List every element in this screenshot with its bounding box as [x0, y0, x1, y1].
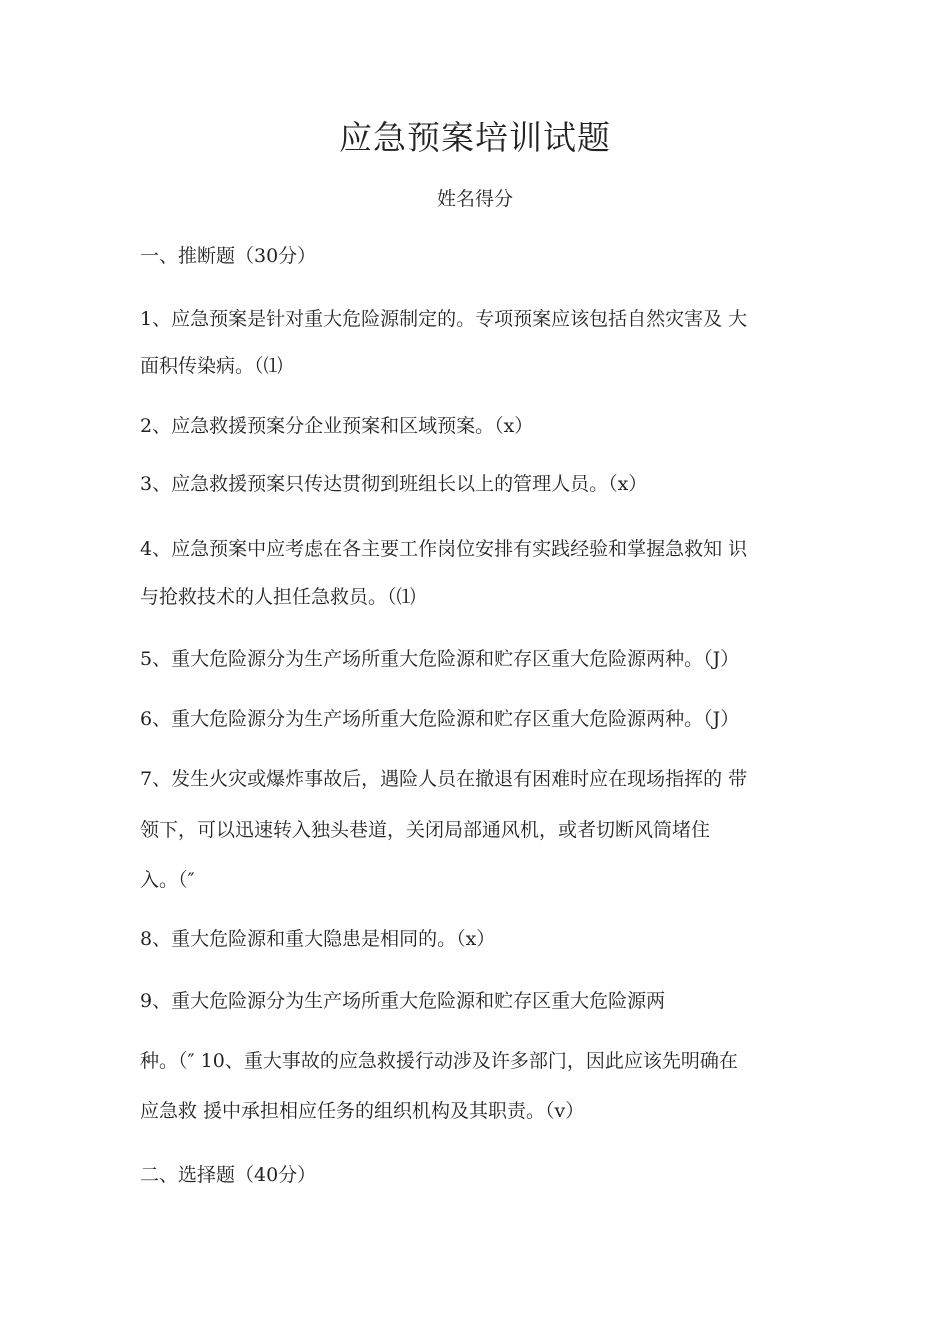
question-2: 2、应急救援预案分企业预案和区域预案。（x） — [140, 415, 534, 437]
section-heading-choice: 二、选择题（40分） — [140, 1164, 317, 1186]
question-7-line-2: 领下，可以迅速转入独头巷道，关闭局部通风机，或者切断风筒堵住 — [140, 819, 711, 841]
question-4-line-1: 4、应急预案中应考虑在各主要工作岗位安排有实践经验和掌握急救知 识 — [140, 538, 748, 560]
question-7-line-3: 入。（″ — [140, 869, 195, 891]
question-3: 3、应急救援预案只传达贯彻到班组长以上的管理人员。（x） — [140, 473, 648, 495]
question-9-line-1: 9、重大危险源分为生产场所重大危险源和贮存区重大危险源两 — [140, 990, 666, 1012]
question-1-line-1: 1、应急预案是针对重大危险源制定的。专项预案应该包括自然灾害及 大 — [140, 308, 748, 330]
question-10-line-2: 应急救 援中承担相应任务的组织机构及其职责。（v） — [140, 1100, 585, 1122]
name-score-line: 姓名得分 — [436, 188, 513, 210]
question-1-line-2: 面积传染病。（⑴ — [140, 355, 283, 377]
section-heading-judgment: 一、推断题（30分） — [140, 245, 317, 267]
question-9-10-line: 种。（″ 10、重大事故的应急救援行动涉及许多部门，因此应该先明确在 — [140, 1050, 738, 1072]
question-4-line-2: 与抢救技术的人担任急救员。（⑴ — [140, 586, 416, 608]
document-title: 应急预案培训试题 — [339, 118, 611, 157]
question-6: 6、重大危险源分为生产场所重大危险源和贮存区重大危险源两种。（J） — [140, 708, 740, 730]
question-7-line-1: 7、发生火灾或爆炸事故后，遇险人员在撤退有困难时应在现场指挥的 带 — [140, 768, 748, 790]
question-8: 8、重大危险源和重大隐患是相同的。（x） — [140, 928, 496, 950]
question-5: 5、重大危险源分为生产场所重大危险源和贮存区重大危险源两种。（J） — [140, 648, 740, 670]
